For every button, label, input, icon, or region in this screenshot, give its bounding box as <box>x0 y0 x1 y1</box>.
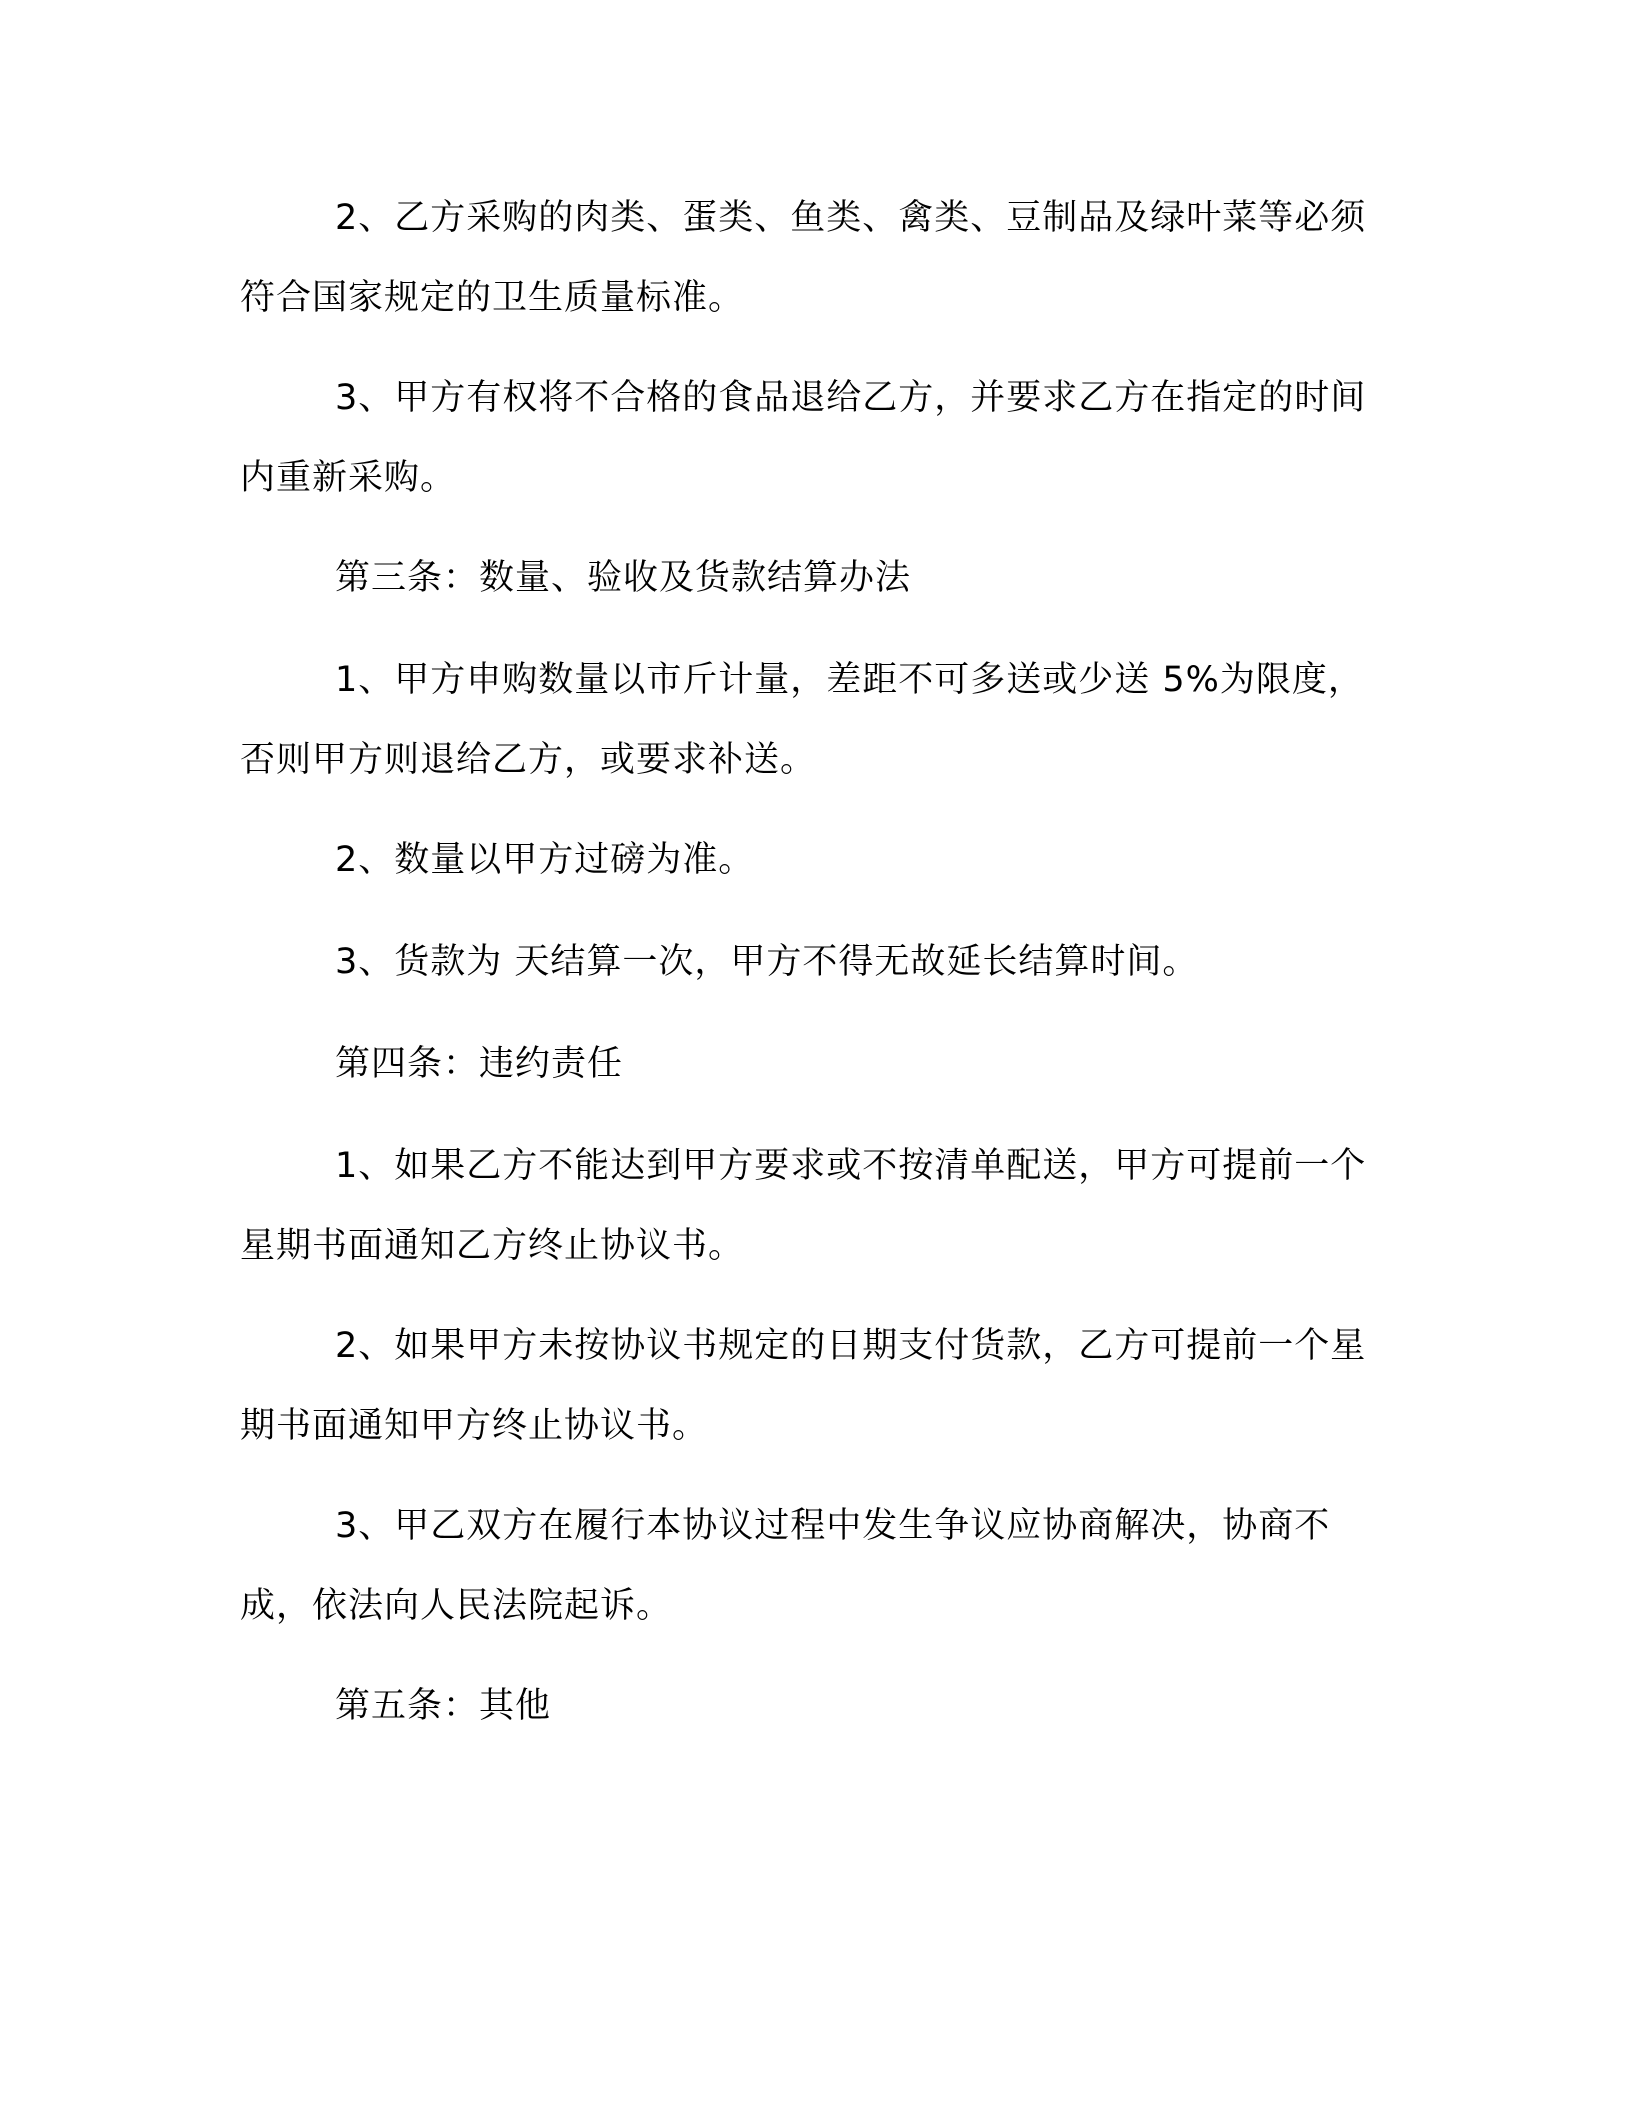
article-4-heading: 第四条：违约责任 <box>335 1044 624 1084</box>
article-3-clause-2: 2、数量以甲方过磅为准。 <box>335 840 755 880</box>
article-5-heading: 第五条：其他 <box>335 1686 552 1726</box>
article-3-clause-3: 3、货款为 天结算一次，甲方不得无故延长结算时间。 <box>335 942 1199 982</box>
article-4-clause-2: 2、如果甲方未按协议书规定的日期支付货款，乙方可提前一个星期书面通知甲方终止协议书。 <box>240 1326 1367 1446</box>
clause-2-food-quality: 2、乙方采购的肉类、蛋类、鱼类、禽类、豆制品及绿叶菜等必须符合国家规定的卫生质量标准。 <box>240 198 1367 318</box>
clause-3-return-goods: 3、甲方有权将不合格的食品退给乙方，并要求乙方在指定的时间内重新采购。 <box>240 378 1367 498</box>
article-4-clause-3: 3、甲乙双方在履行本协议过程中发生争议应协商解决，协商不成，依法向人民法院起诉。 <box>240 1506 1331 1626</box>
article-4-clause-1: 1、如果乙方不能达到甲方要求或不按清单配送，甲方可提前一个星期书面通知乙方终止协议书。 <box>240 1146 1367 1266</box>
article-3-heading: 第三条：数量、验收及货款结算办法 <box>335 558 912 598</box>
article-3-clause-1: 1、甲方申购数量以市斤计量，差距不可多送或少送 5%为限度，否则甲方则退给乙方，或要求补送。 <box>240 660 1364 780</box>
